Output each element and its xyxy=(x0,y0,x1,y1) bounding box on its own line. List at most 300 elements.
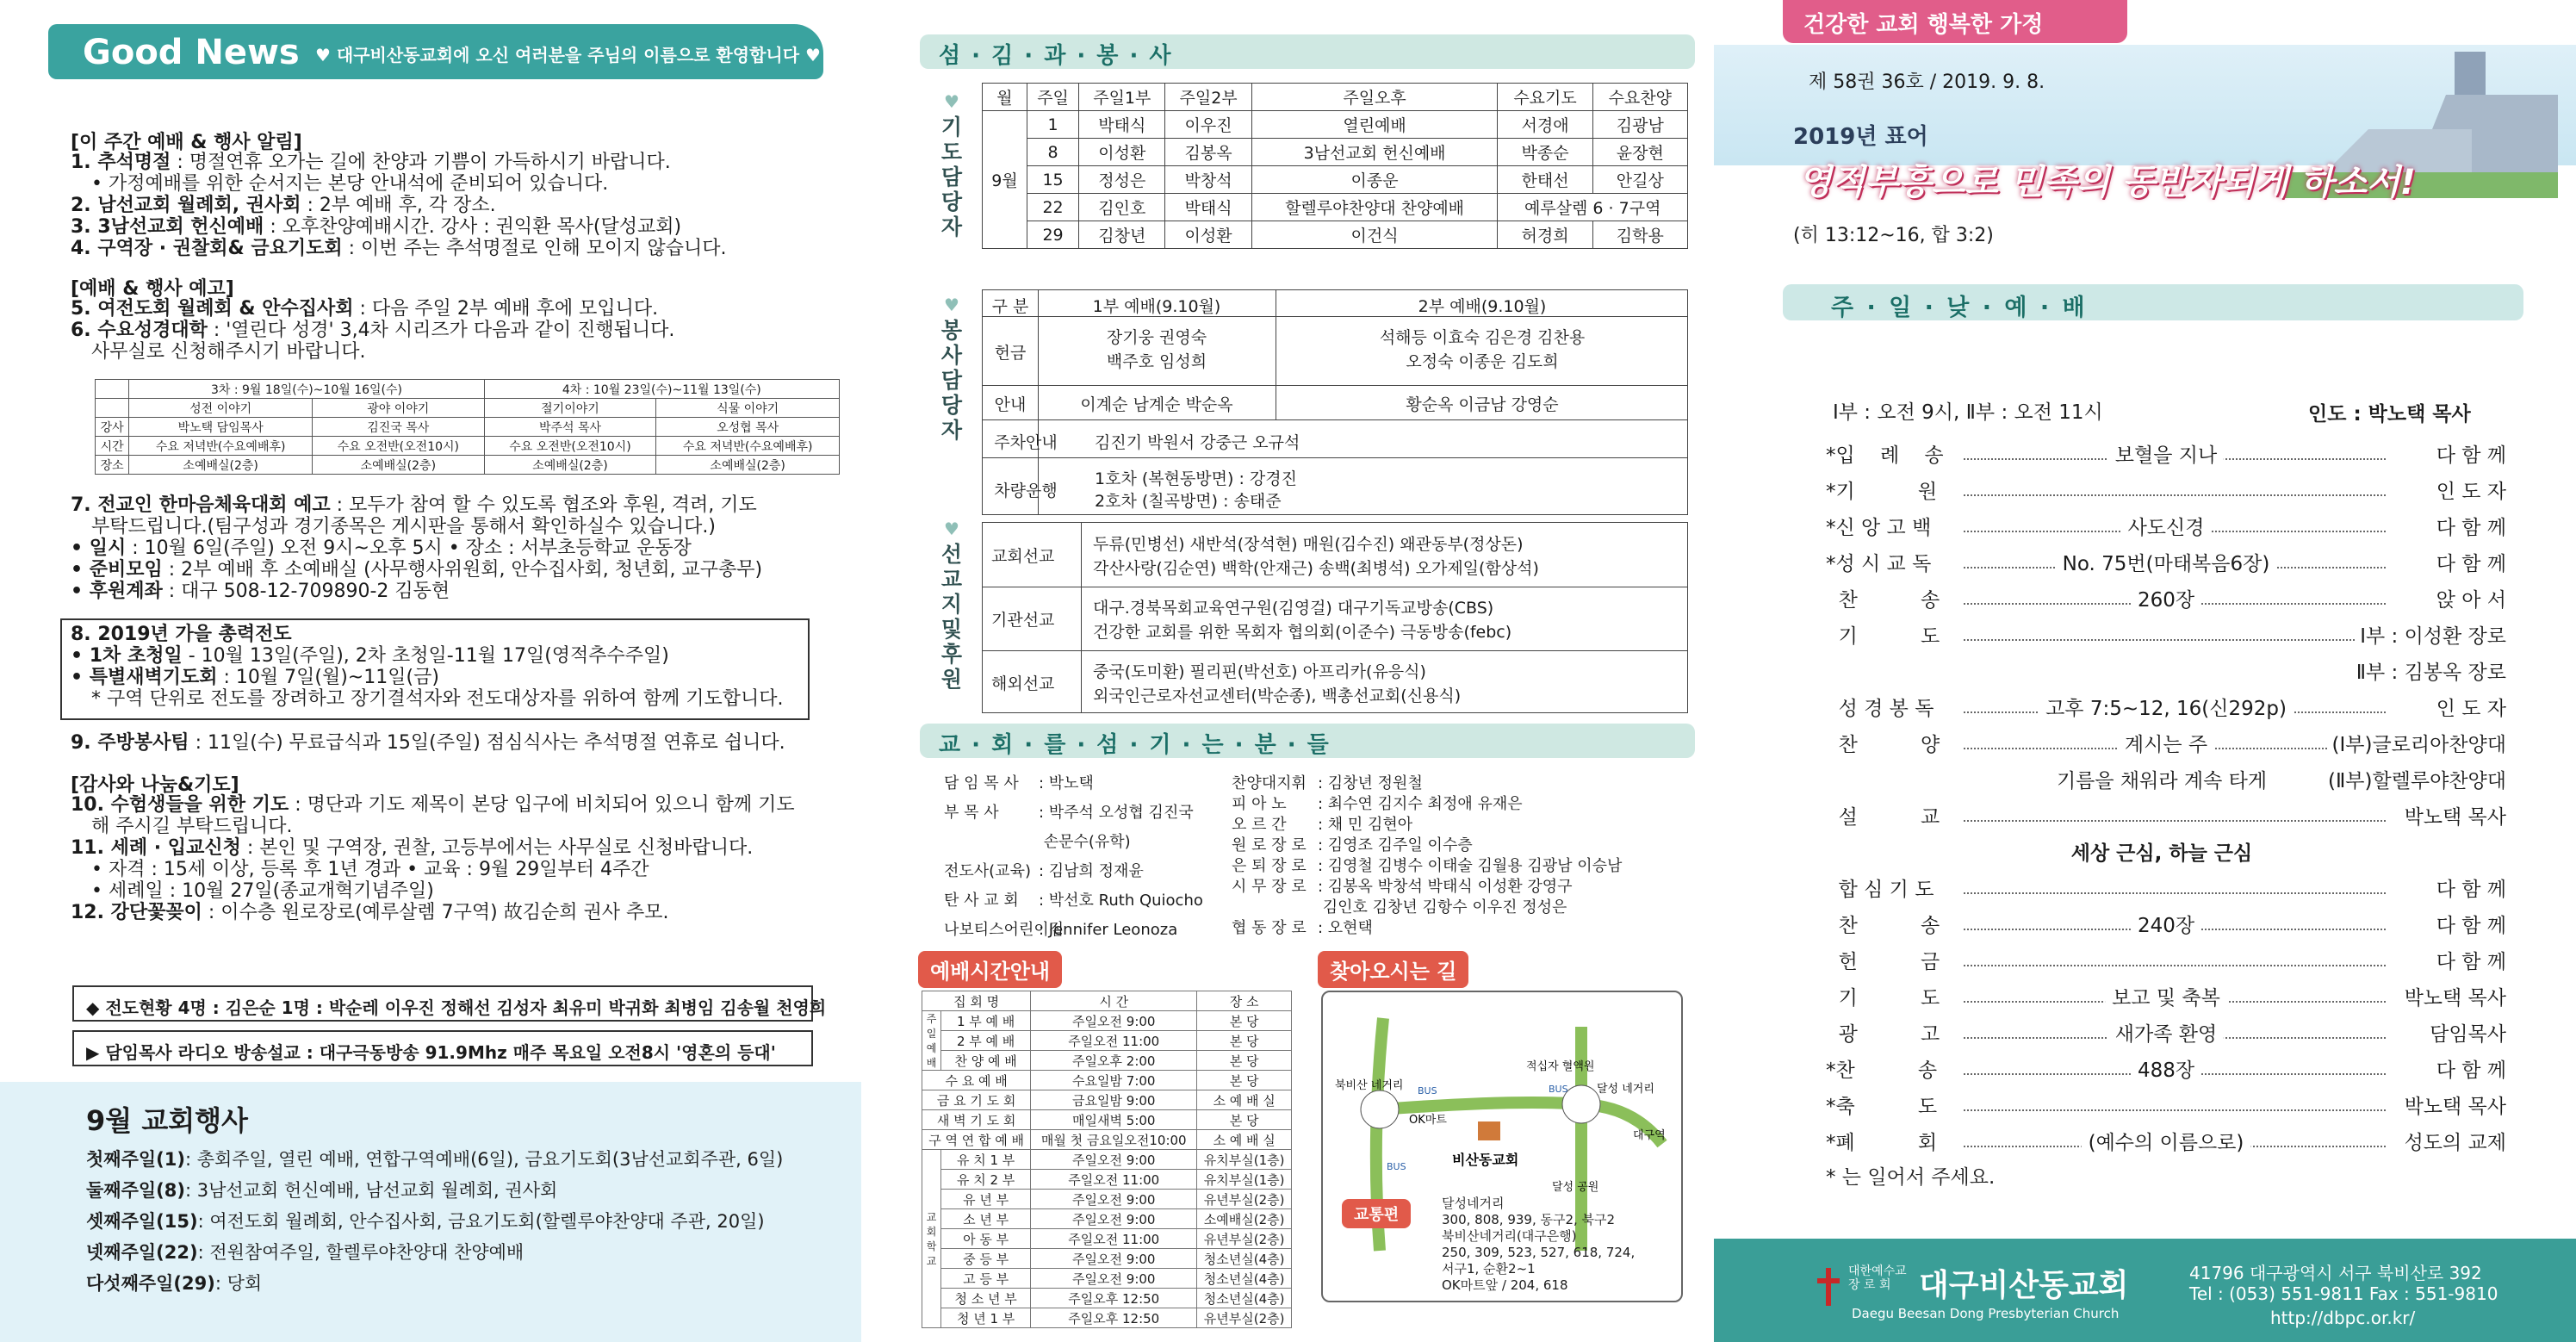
worship-time-pill: 예배시간안내 xyxy=(918,951,1062,988)
notice-line xyxy=(71,816,795,837)
dotted-leader xyxy=(1964,965,2386,966)
divider xyxy=(983,650,1687,651)
evangelism-notice xyxy=(71,624,784,710)
group-cell: 교회학교 xyxy=(922,1150,941,1328)
table-cell: 1 부 예 배 xyxy=(941,1011,1031,1031)
table-head-cell: 수요찬양 xyxy=(1592,84,1687,111)
table-head-cell: 장 소 xyxy=(1197,991,1292,1011)
table-row xyxy=(96,456,840,475)
table-row xyxy=(922,1229,1292,1249)
table-row xyxy=(922,1031,1292,1051)
table-cell: 이우진 xyxy=(1165,111,1251,139)
church-label: 비산동교회 xyxy=(1452,1152,1519,1168)
order-detail: 보혈을 지나 xyxy=(2108,439,2224,468)
table-cell: 수요 저녁반(수요예배후) xyxy=(656,437,840,456)
order-row xyxy=(1826,982,2506,1010)
notice-line xyxy=(71,902,795,923)
order-leader: 박노택 목사 xyxy=(2399,1090,2506,1119)
order-name: 설 교 xyxy=(1826,806,1940,829)
september-text: : 전원참여주일, 할렐루야찬양대 찬양예배 xyxy=(197,1242,525,1263)
order-leader: 인 도 자 xyxy=(2431,693,2506,721)
order-detail: No. 75번(마태복음6장) xyxy=(2056,548,2277,576)
table-cell: 29 xyxy=(1027,221,1078,249)
order-detail: 세상 근심, 하늘 근심 xyxy=(2070,842,2253,865)
staff-names: 김인호 김창년 김항수 이우진 정성은 xyxy=(1318,898,1567,916)
notice-text: : 이수층 원로장로(예루살렘 7구역) 故김순희 권사 추모. xyxy=(208,902,669,923)
notice-text: 부탁드립니다.(팀구성과 경기종목은 게시판을 통해서 확인하실수 있습니다.) xyxy=(91,516,716,537)
motto-year-label: 2019년 표어 xyxy=(1793,124,1928,150)
table-sub-cell: 성전 이야기 xyxy=(129,399,313,418)
table-cell: 시간 xyxy=(96,437,129,456)
evangelism-status-bar: ◆ 전도현황 4명 : 김은순 1명 : 박순레 이우진 정해선 김성자 최유미 박귀화 최병임 김송월 천영희 xyxy=(72,985,813,1022)
notice-text: : '열린다 성경' 3,4차 시리즈가 다음과 같이 진행됩니다. xyxy=(213,320,675,341)
staff-names: : 김창년 정원철 xyxy=(1318,774,1423,792)
notice-text: - 10월 13일(주일), 2차 초청일-11월 17일(영적추수주일) xyxy=(188,645,669,667)
order-leader: 앉 아 서 xyxy=(2431,584,2506,612)
service-header: 섬 · 김 · 과 · 봉 · 사 xyxy=(920,34,1695,69)
staff-names: : 박주석 오성협 김진국 xyxy=(1039,804,1194,822)
order-detail: 새가족 환영 xyxy=(2108,1018,2224,1047)
staff-row xyxy=(944,774,1203,803)
order-name: 헌 금 xyxy=(1826,951,1940,973)
notice-line xyxy=(71,581,762,602)
vertical-label-char: 담 xyxy=(940,165,963,189)
notice-label: • 후원계좌 xyxy=(71,581,163,602)
table-cell: 유 치 2 부 xyxy=(941,1170,1031,1190)
motto-reference: (히 13:12~16, 합 3:2) xyxy=(1793,225,1994,246)
september-text: : 총회주일, 열린 예배, 연합구역예배(6일), 금요기도회(3남선교회주관, 6일) xyxy=(184,1149,784,1170)
notice-text: : 2부 예배 후 소예배실 (사무행사위원회, 안수집사회, 청년회, 교구총무) xyxy=(168,559,763,581)
table-row xyxy=(983,194,1688,221)
order-row xyxy=(1826,584,2506,612)
staff-names: : 김영조 김주일 이수층 xyxy=(1318,836,1473,854)
table-cell: 구 역 연 합 예 배 xyxy=(922,1130,1031,1150)
table-cell: 수요일밤 7:00 xyxy=(1031,1071,1197,1090)
staff-right xyxy=(1232,774,1622,939)
good-news-title: Good News xyxy=(83,33,300,72)
september-week: 첫째주일(1) xyxy=(86,1149,185,1170)
table-row xyxy=(983,221,1688,249)
table-cell: 찬 양 예 배 xyxy=(941,1051,1031,1071)
order-name: *입 례 송 xyxy=(1826,444,1944,467)
table-cell: 이건식 xyxy=(1251,221,1498,249)
table-cell: 주일오전 9:00 xyxy=(1031,1249,1197,1269)
table-cell: 박태식 xyxy=(1165,194,1251,221)
usher-label: 안내 xyxy=(994,395,1027,414)
staff-left xyxy=(944,774,1203,949)
order-leader: (Ⅰ부)글로리아찬양대 xyxy=(2327,729,2506,757)
staff-row xyxy=(1232,856,1622,877)
table-head-cell: 4차 : 10월 23일(수)~11월 13일(수) xyxy=(484,380,839,399)
order-leader: 다 함 께 xyxy=(2431,946,2506,974)
preview-header: [예배 & 행사 예고] xyxy=(71,278,234,300)
weekly-list xyxy=(71,152,727,259)
order-row xyxy=(1826,548,2506,575)
table-cell: 장소 xyxy=(96,456,129,475)
september-row xyxy=(86,1208,765,1233)
kitchen-notice: 9. 주방봉사팀 : 11일(수) 무료급식과 15일(주일) 점심식사는 추석명절 연휴로 쉽니다. xyxy=(71,732,785,754)
church-footer xyxy=(1714,1239,2576,1342)
notice-text: : 본인 및 구역장, 권찰, 고등부에서는 사무실로 신청바랍니다. xyxy=(246,837,754,859)
table-cell: 주일오전 11:00 xyxy=(1031,1229,1197,1249)
table-head-cell: 주일2부 xyxy=(1165,84,1251,111)
table-cell: 3남선교회 헌신예배 xyxy=(1251,139,1498,166)
staff-role: 시 무 장 로 xyxy=(1232,878,1307,896)
order-row xyxy=(1826,801,2506,829)
order-name: *찬 송 xyxy=(1826,1059,1938,1082)
table-cell: 주일오전 9:00 xyxy=(1031,1209,1197,1229)
news-panel xyxy=(0,0,861,1342)
notice-line xyxy=(71,880,795,902)
staff-names: : 김봉옥 박창석 박태식 이성환 강영구 xyxy=(1318,878,1573,896)
worship-time-table xyxy=(922,991,1292,1328)
order-leader: Ⅰ부 : 이성환 장로 xyxy=(2355,620,2506,649)
notice-label: 3. 3남선교회 헌신예배 xyxy=(71,216,264,238)
vertical-label-char: 및 xyxy=(940,617,963,642)
table-row xyxy=(983,139,1688,166)
table-cell: 청소년실(4층) xyxy=(1197,1289,1292,1308)
notice-line xyxy=(71,837,795,859)
staff-row xyxy=(944,920,1203,949)
mission-line: 두류(민병선) 새반석(장석현) 매원(김수진) 왜관동부(정상돈) xyxy=(1093,535,1524,554)
table-cell: 본 당 xyxy=(1197,1011,1292,1031)
sports-day-notice xyxy=(71,494,762,602)
order-name: 성 경 봉 독 xyxy=(1826,698,1934,720)
september-title: 9월 교회행사 xyxy=(86,1104,248,1137)
notice-line xyxy=(71,341,674,363)
directions-map xyxy=(1321,991,1683,1302)
table-row xyxy=(922,1051,1292,1071)
vertical-label-char: 봉 xyxy=(940,318,963,343)
church-address: 41796 대구광역시 서구 북비산로 392 xyxy=(2189,1263,2482,1283)
driving-label: 차량운행 xyxy=(994,482,1058,500)
usher-first: 이계순 남계순 박순옥 xyxy=(1080,395,1233,414)
order-row xyxy=(1826,620,2506,648)
staff-role: 담 임 목 사 xyxy=(944,774,1019,792)
table-cell: 청 소 년 부 xyxy=(941,1289,1031,1308)
notice-text: : 이번 주는 추석명절로 인해 모이지 않습니다. xyxy=(348,238,727,259)
table-cell: 수요 저녁반(수요예배후) xyxy=(129,437,313,456)
notice-text: : 10월 7일(월)~11일(금) xyxy=(223,667,439,688)
order-detail: 260장 xyxy=(2131,584,2201,612)
order-leader: 박노택 목사 xyxy=(2399,982,2506,1010)
dalseong-label: 달성 네거리 xyxy=(1597,1083,1654,1096)
vertical-label-char: 자 xyxy=(940,214,963,239)
bus-icon: BUS xyxy=(1418,1085,1437,1097)
order-leader: 박노택 목사 xyxy=(2399,801,2506,829)
bus-icon-3: BUS xyxy=(1387,1161,1406,1172)
notice-label: • 준비모임 xyxy=(71,559,163,581)
dotted-leader xyxy=(1964,639,2386,641)
mission-line: 외국인근로자선교센터(박순종), 백총선교회(신용식) xyxy=(1093,687,1462,705)
table-cell: 소예배실(2층) xyxy=(656,456,840,475)
table-cell: 소예배실(2층) xyxy=(1197,1209,1292,1229)
service-times: Ⅰ부 : 오전 9시, Ⅱ부 : 오전 11시 xyxy=(1833,401,2103,424)
table-cell: 22 xyxy=(1027,194,1078,221)
table-cell: 정성은 xyxy=(1079,166,1165,194)
bus-icon-2: BUS xyxy=(1549,1084,1568,1095)
table-cell: 강사 xyxy=(96,418,129,437)
staff-row xyxy=(944,861,1203,891)
september-week: 넷째주일(22) xyxy=(86,1242,198,1263)
thanks-list xyxy=(71,794,795,923)
table-cell: 본 당 xyxy=(1197,1071,1292,1090)
table-cell: 본 당 xyxy=(1197,1031,1292,1051)
notice-label: • 일시 xyxy=(71,537,127,559)
notice-line xyxy=(71,624,784,645)
table-cell: 유년부실(2층) xyxy=(1197,1308,1292,1328)
notice-label: 8. 2019년 가을 총력전도 xyxy=(71,624,292,645)
staff-names: : 오현택 xyxy=(1318,919,1373,937)
table-cell: 주일오후 2:00 xyxy=(1031,1051,1197,1071)
north-junction-label: 북비산 네거리 xyxy=(1335,1079,1404,1092)
vertical-label-char: 지 xyxy=(940,592,963,617)
notice-line xyxy=(71,238,727,259)
table-cell: 박주석 목사 xyxy=(484,418,656,437)
vertical-label-char: 선 xyxy=(940,542,963,567)
table-cell: 유 년 부 xyxy=(941,1190,1031,1209)
vertical-label-char: 자 xyxy=(940,418,963,443)
table-cell: 예루살렘 6 · 7구역 xyxy=(1498,194,1688,221)
divider xyxy=(983,419,1687,420)
notice-text: : 10월 6일(주일) 오전 9시~오후 5시 • 장소 : 서부초등학교 운동장 xyxy=(132,537,692,559)
table-cell: 박태식 xyxy=(1079,111,1165,139)
staff-role: 은 퇴 장 로 xyxy=(1232,857,1307,875)
offering-second: 오정숙 이종운 김도희 xyxy=(1406,352,1559,371)
table-row xyxy=(96,380,840,399)
table-cell: 청소년실(4층) xyxy=(1197,1249,1292,1269)
transit-pill: 교통편 xyxy=(1342,1199,1411,1228)
table-row xyxy=(922,1150,1292,1170)
staff-row xyxy=(1232,815,1622,836)
table-row xyxy=(96,399,840,418)
notice-label: 1. 추석명절 xyxy=(71,152,171,173)
notice-text: : 오후찬양예배시간. 강사 : 권익환 목사(달성교회) xyxy=(270,216,682,238)
table-cell: 주일오전 11:00 xyxy=(1031,1031,1197,1051)
order-name: *폐 회 xyxy=(1826,1132,1938,1154)
notice-text: : 대구 508-12-709890-2 김동현 xyxy=(168,581,450,602)
notice-label: • 1차 초청일 xyxy=(71,645,183,667)
good-news-subtitle: ♥ 대구비산동교회에 오신 여러분을 주님의 이름으로 환영합니다 ♥ xyxy=(315,45,821,65)
good-news-banner xyxy=(48,24,823,79)
order-row xyxy=(1826,873,2506,901)
vertical-label-char: 원 xyxy=(940,667,963,692)
table-cell: 금요일밤 9:00 xyxy=(1031,1090,1197,1110)
notice-line xyxy=(71,320,674,341)
order-row xyxy=(1826,765,2506,792)
staff-row xyxy=(944,803,1203,832)
table-head-cell: 수요기도 xyxy=(1498,84,1592,111)
table-cell: 박노택 담임목사 xyxy=(129,418,313,437)
order-leader: 다 함 께 xyxy=(2431,873,2506,902)
table-row xyxy=(922,1170,1292,1190)
weekly-header: [이 주간 예배 & 행사 알림] xyxy=(71,132,302,153)
notice-line xyxy=(71,298,674,320)
table-cell: 소 년 부 xyxy=(941,1209,1031,1229)
order-detail: 사도신경 xyxy=(2121,512,2212,540)
table-cell: 김학용 xyxy=(1592,221,1687,249)
notice-text: : 다음 주일 2부 예배 후에 모입니다. xyxy=(359,298,659,320)
table-cell: 허경희 xyxy=(1498,221,1592,249)
notice-label: 5. 여전도회 월례회 & 안수집사회 xyxy=(71,298,354,320)
table-sub-cell: 절기이야기 xyxy=(484,399,656,418)
dalseong-junction xyxy=(1562,1085,1600,1123)
table-cell: 주일오전 9:00 xyxy=(1031,1150,1197,1170)
table-cell: 고 등 부 xyxy=(941,1269,1031,1289)
september-row xyxy=(86,1177,557,1202)
staff-row xyxy=(944,891,1203,920)
notice-line xyxy=(71,645,784,667)
order-row xyxy=(1826,837,2506,865)
table-cell: 이성환 xyxy=(1165,221,1251,249)
order-row xyxy=(1826,1090,2506,1118)
staff-role: 찬양대지휘 xyxy=(1232,774,1307,792)
order-row xyxy=(1826,693,2506,720)
staff-names: : 김남희 정재윤 xyxy=(1039,862,1144,880)
order-name: *축 도 xyxy=(1826,1096,1938,1118)
table-cell: 아 동 부 xyxy=(941,1229,1031,1249)
table-cell: 유치부실(1층) xyxy=(1197,1150,1292,1170)
staff-role: 부 목 사 xyxy=(944,804,999,822)
transit-list xyxy=(1442,1196,1635,1294)
table-row xyxy=(922,991,1292,1011)
table-cell: 1 xyxy=(1027,111,1078,139)
table-row xyxy=(983,111,1688,139)
table-cell: 유 치 1 부 xyxy=(941,1150,1031,1170)
table-head-cell: 주일오후 xyxy=(1251,84,1498,111)
notice-line xyxy=(71,859,795,880)
dotted-leader xyxy=(1964,494,2386,496)
bible-class-table xyxy=(95,379,840,475)
church-website[interactable]: http://dbpc.or.kr/ xyxy=(2270,1308,2416,1328)
order-name: *신 앙 고 백 xyxy=(1826,517,1932,539)
order-header: 주 · 일 · 낮 · 예 · 배 xyxy=(1783,284,2523,320)
table-row xyxy=(922,1071,1292,1090)
vertical-label-char: 기 xyxy=(940,115,963,140)
table-cell: 윤장현 xyxy=(1592,139,1687,166)
notice-text: 해 주시길 부탁드립니다. xyxy=(91,816,293,837)
table-cell: 소예배실(2층) xyxy=(312,456,484,475)
church-phone: Tel : (053) 551-9811 Fax : 551-9810 xyxy=(2189,1283,2498,1304)
staff-row xyxy=(1232,918,1622,939)
church-marker xyxy=(1478,1121,1500,1140)
month-cell: 9월 xyxy=(983,111,1027,249)
table-cell: 주일오후 12:50 xyxy=(1031,1308,1197,1328)
order-leader: Ⅱ부 : 김봉옥 장로 xyxy=(2356,662,2506,684)
transit-line: OK마트앞 / 204, 618 xyxy=(1442,1277,1568,1293)
table-row xyxy=(96,418,840,437)
notice-label: 10. 수험생들을 위한 기도 xyxy=(71,794,289,816)
order-leader: 담임목사 xyxy=(2424,1018,2506,1047)
notice-line xyxy=(71,195,727,216)
table-row xyxy=(922,1011,1292,1031)
table-cell: 주일오전 9:00 xyxy=(1031,1190,1197,1209)
mission-line: 대구.경북목회교육연구원(김영걸) 대구기독교방송(CBS) xyxy=(1093,599,1494,618)
table-row xyxy=(983,166,1688,194)
table-cell: 수 요 예 배 xyxy=(922,1071,1031,1090)
notice-text: • 세례일 : 10월 27일(종교개혁기념주일) xyxy=(91,880,434,902)
september-week: 다섯째주일(29) xyxy=(86,1273,215,1294)
notice-line xyxy=(71,559,762,581)
table-cell: 매일새벽 5:00 xyxy=(1031,1110,1197,1130)
table-cell: 유치부실(1층) xyxy=(1197,1170,1292,1190)
staff-names: : 최수연 김지수 최정애 유재은 xyxy=(1318,795,1523,813)
offering-first: 백주호 임성희 xyxy=(1106,352,1207,371)
service-leader: 인도 : 박노택 목사 xyxy=(2308,403,2471,426)
order-name: 기 도 xyxy=(1826,625,1940,648)
order-row xyxy=(1826,1054,2506,1082)
serve-head-cell: 1부 예배(9.10월) xyxy=(1092,297,1221,316)
table-cell: 할렐루야찬양대 찬양예배 xyxy=(1251,194,1498,221)
order-row xyxy=(1826,656,2506,684)
order-row xyxy=(1826,729,2506,756)
september-text: : 당회 xyxy=(214,1273,263,1294)
prayer-table xyxy=(982,83,1688,249)
order-detail: 240장 xyxy=(2131,910,2201,938)
table-row xyxy=(922,1209,1292,1229)
notice-line xyxy=(71,152,727,173)
service-panel xyxy=(861,0,1714,1342)
table-cell: 김창년 xyxy=(1079,221,1165,249)
notice-line xyxy=(71,667,784,688)
heart-icon: ♥ xyxy=(944,91,959,112)
staff-row xyxy=(944,832,1203,861)
cross-icon xyxy=(1817,1268,1840,1306)
staff-row xyxy=(1232,774,1622,794)
notice-line xyxy=(71,537,762,559)
staff-names: : Jennifer Leonoza xyxy=(1039,921,1178,939)
table-head-cell: 집 회 명 xyxy=(922,991,1031,1011)
table-cell: 김인호 xyxy=(1079,194,1165,221)
staff-row xyxy=(1232,836,1622,856)
table-head-cell: 주일1부 xyxy=(1079,84,1165,111)
table-cell: 8 xyxy=(1027,139,1078,166)
notice-line xyxy=(71,794,795,816)
offering-first: 장기웅 권영숙 xyxy=(1106,328,1207,347)
mission-line: 중국(도미환) 필리핀(박선호) 아프리카(유응식) xyxy=(1093,662,1426,681)
order-detail: 계시는 주 xyxy=(2118,729,2214,757)
dotted-leader xyxy=(1964,1109,2386,1111)
table-row xyxy=(922,1249,1292,1269)
annual-motto: 영적부흥으로 민족의 동반자되게 하소서! xyxy=(1798,163,2416,202)
table-cell: 중 등 부 xyxy=(941,1249,1031,1269)
table-row xyxy=(922,1308,1292,1328)
table-cell: 주일오전 11:00 xyxy=(1031,1170,1197,1190)
staff-row xyxy=(1232,877,1622,898)
church-english-name: Daegu Beesan Dong Presbyterian Church xyxy=(1852,1306,2120,1321)
notice-text: : 명단과 기도 제목이 본당 입구에 비치되어 있으니 함께 기도 xyxy=(295,794,795,816)
order-leader: 다 함 께 xyxy=(2431,910,2506,938)
table-cell: 15 xyxy=(1027,166,1078,194)
order-name: 광 고 xyxy=(1826,1023,1940,1046)
table-head-cell: 월 xyxy=(983,84,1027,111)
notice-text: 사무실로 신청해주시기 바랍니다. xyxy=(91,341,366,363)
preview-list xyxy=(71,298,674,363)
order-name: *성 시 교 독 xyxy=(1826,553,1932,575)
mission-line: 건강한 교회를 위한 목회자 협의회(이준수) 극동방송(febc) xyxy=(1093,623,1512,642)
table-cell: 김광남 xyxy=(1592,111,1687,139)
north-junction xyxy=(1361,1090,1399,1128)
table-cell: 금 요 기 도 회 xyxy=(922,1090,1031,1110)
table-row xyxy=(922,1190,1292,1209)
transit-line: 300, 808, 939, 동구2, 북구2 xyxy=(1442,1212,1616,1227)
table-cell: 본 당 xyxy=(1197,1051,1292,1071)
table-cell: 열린예배 xyxy=(1251,111,1498,139)
september-week: 둘째주일(8) xyxy=(86,1180,185,1201)
table-cell: 주일오전 9:00 xyxy=(1031,1011,1197,1031)
staff-role: 나보티스어린이집 xyxy=(944,921,1065,939)
september-text: : 3남선교회 헌신예배, 남선교회 월례회, 권사회 xyxy=(184,1180,558,1201)
